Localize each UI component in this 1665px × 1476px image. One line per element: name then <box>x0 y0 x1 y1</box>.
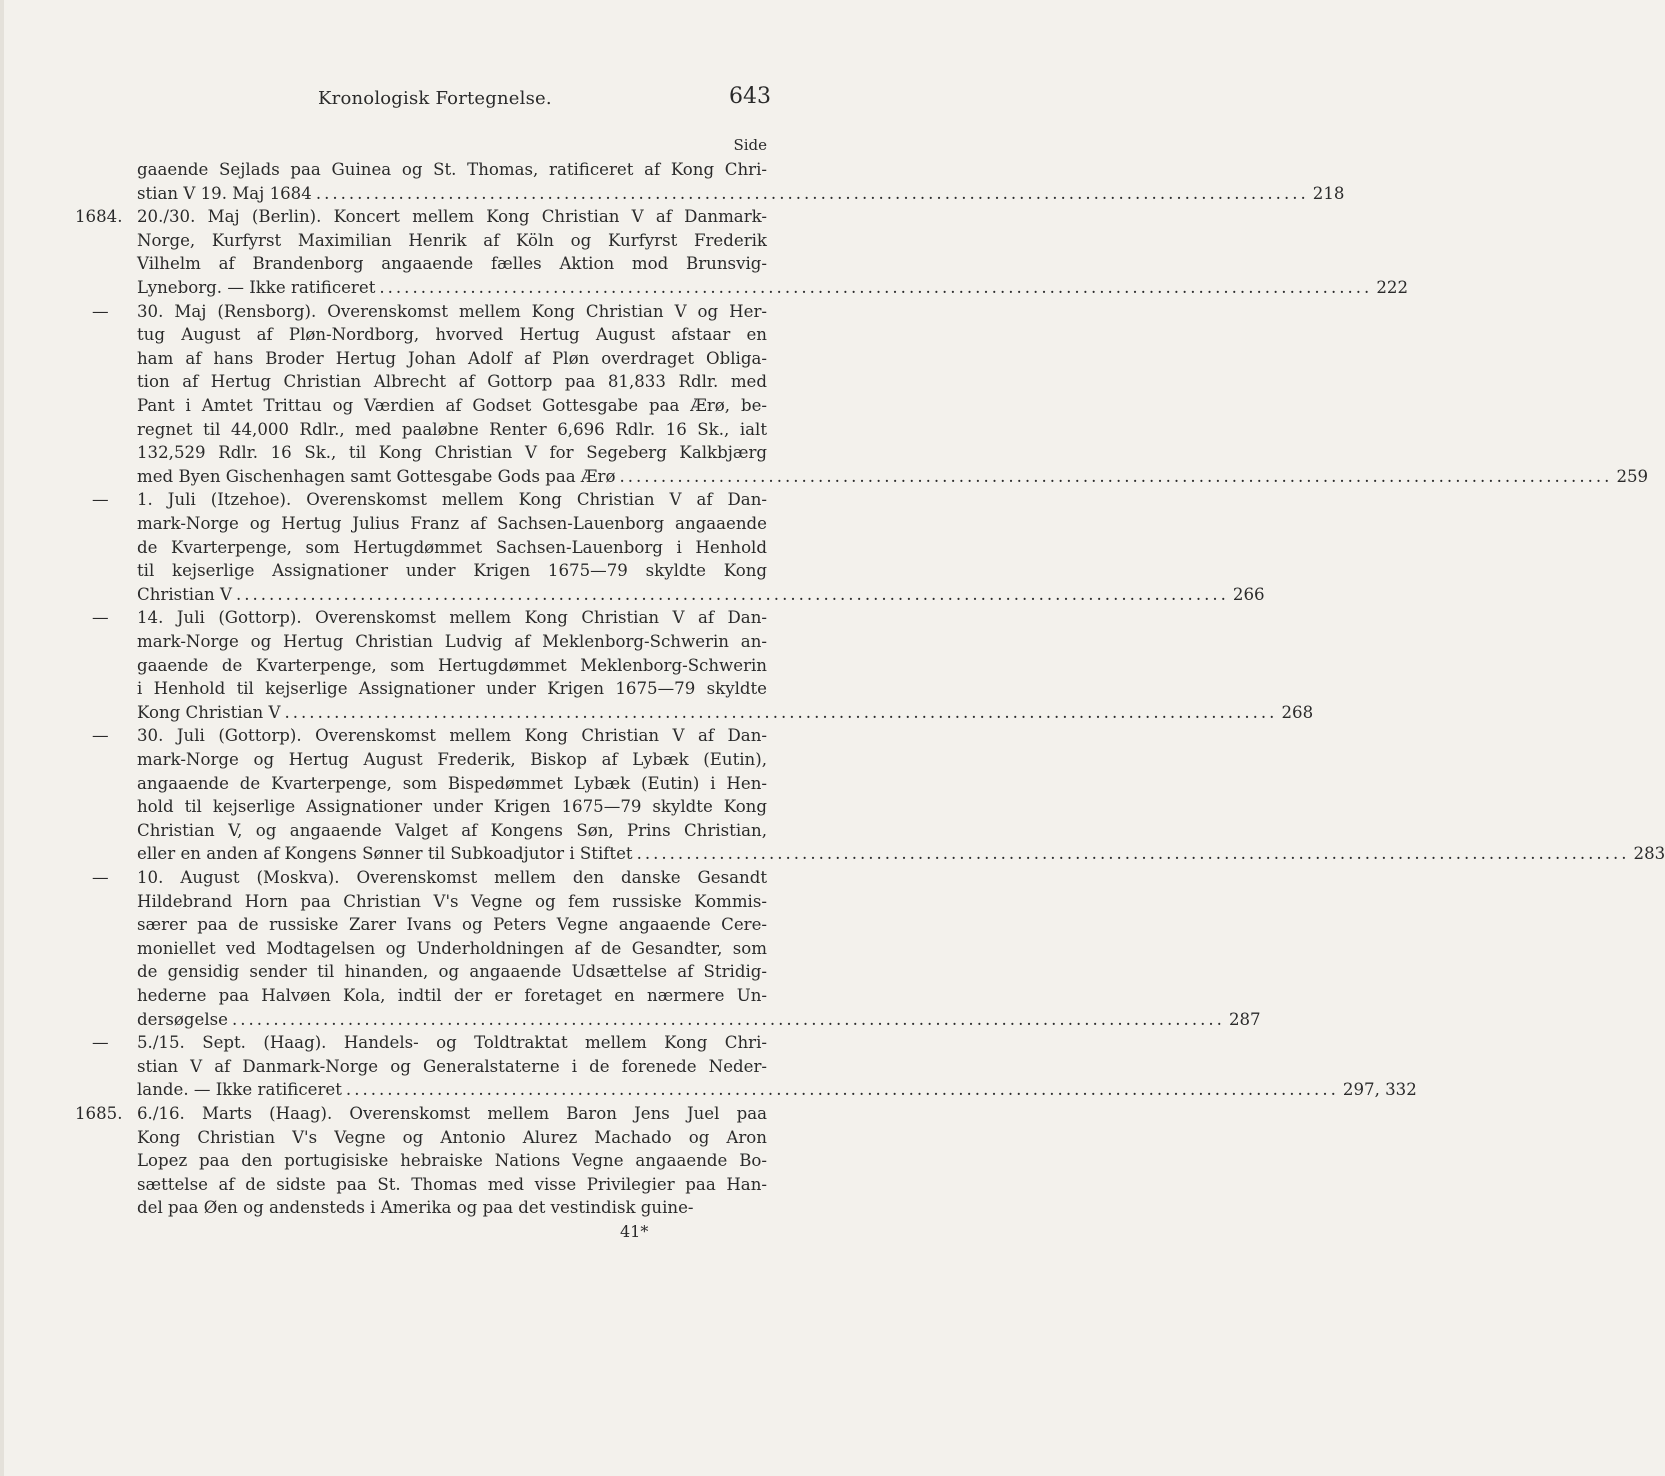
page-reference: 297, 332 <box>1342 1080 1417 1100</box>
entry-line <box>137 960 767 984</box>
entry-line-text: gaaende de Kvarterpenge, som Hertugdømmet Meklenborg-Schwerin <box>137 655 767 675</box>
entry-line-text: med Byen Gischenhagen samt Gottesgabe Gods paa Ærø <box>137 466 616 486</box>
entry-line <box>137 1126 767 1150</box>
entry-line <box>137 1078 1417 1102</box>
entry-line <box>137 300 767 324</box>
entry-line <box>137 418 767 442</box>
entry-line-text: 5./15. Sept. (Haag). Handels- og Toldtraktat mellem Kong Chri- <box>137 1033 767 1053</box>
entry-line-text: hederne paa Halvøen Kola, indtil der er foretaget en nærmere Un- <box>137 986 767 1005</box>
entry-line-text: i Henhold til kejserlige Assignationer under Krigen 1675—79 skyldte <box>137 679 767 699</box>
entry-line-text: særer paa de russiske Zarer Ivans og Peters Vegne angaaende Cere- <box>137 915 767 935</box>
entry-margin-label: — <box>92 301 109 321</box>
entry-line-text: Lyneborg. — Ikke ratificeret <box>137 278 376 297</box>
entry-line <box>137 1055 767 1079</box>
entry-line-text: Hildebrand Horn paa Christian V's Vegne og fem russiske Kommis- <box>137 891 767 911</box>
entry-line <box>137 1149 767 1173</box>
entry-line-text: stian V 19. Maj 1684 <box>137 183 312 203</box>
entry-margin-label: — <box>92 868 109 887</box>
entry-line-text: sættelse af de sidste paa St. Thomas med visse Privilegier paa Han- <box>137 1174 767 1194</box>
entry-line-text: mark-Norge og Hertug Christian Ludvig af Meklenborg-Schwerin an- <box>137 632 767 651</box>
entry-line-text: moniellet ved Modtagelsen og Underholdningen af de Gesandter, som <box>137 938 767 958</box>
entry-line-text: ham af hans Broder Hertug Johan Adolf af Pløn overdraget Obliga- <box>137 348 767 368</box>
entry-line <box>137 276 1409 300</box>
entry-line-text: Kong Christian V's Vegne og Antonio Alurez Machado og Aron <box>137 1127 767 1147</box>
page-number: 643 <box>729 84 771 109</box>
entry-line <box>137 630 767 654</box>
entry-line-text: Lopez paa den portugisiske hebraiske Nations Vegne angaaende Bo- <box>137 1151 767 1171</box>
entry-line <box>137 347 767 371</box>
entry-line-text: hold til kejserlige Assignationer under Krigen 1675—79 skyldte Kong <box>137 797 767 817</box>
entry-line-text: dersøgelse <box>137 1009 228 1029</box>
page-reference: 266 <box>1232 584 1265 604</box>
page-reference: 268 <box>1281 702 1314 722</box>
printer-signature: 41* <box>620 1222 649 1241</box>
entry-line <box>137 866 767 890</box>
entry-margin-label: — <box>92 490 109 510</box>
entry-line <box>137 913 767 937</box>
entry-line-text: 30. Juli (Gottorp). Overenskomst mellem Kong Christian V af Dan- <box>137 726 767 746</box>
entry-line-text: de gensidig sender til hinanden, og angaaende Udsættelse af Stridig- <box>137 962 767 982</box>
entry-line <box>137 890 767 914</box>
entry-line-text: lande. — Ikke ratificeret <box>137 1080 342 1100</box>
entry-line-text: mark-Norge og Hertug August Frederik, Biskop af Lybæk (Eutin), <box>137 750 767 769</box>
entry-margin-label: — <box>92 608 109 628</box>
entry-line <box>137 748 767 772</box>
entry-line-text: 132,529 Rdlr. 16 Sk., til Kong Christian V for Segeberg Kalkbjærg <box>137 443 767 463</box>
entry-line <box>137 512 767 536</box>
entry-line <box>137 252 767 276</box>
entry-line <box>137 205 767 229</box>
entry-line-text: Christian V <box>137 584 232 604</box>
entry-line <box>137 583 1265 607</box>
entry-line <box>137 984 767 1008</box>
entry-line <box>137 1102 767 1126</box>
dot-leader: ........................................................................................................................ <box>235 584 1229 604</box>
entry-line <box>137 229 767 253</box>
page-reference: 287 <box>1228 1009 1261 1029</box>
entry-line-text: tion af Hertug Christian Albrecht af Gottorp paa 81,833 Rdlr. med <box>137 372 767 392</box>
entry-line <box>137 677 767 701</box>
scan-edge <box>0 0 4 1476</box>
entry-line <box>137 1031 767 1055</box>
entry-line-text: 1. Juli (Itzehoe). Overenskomst mellem Kong Christian V af Dan- <box>137 490 767 510</box>
entry-line-text: Pant i Amtet Trittau og Værdien af Godset Gottesgabe paa Ærø, be- <box>137 396 767 415</box>
entry-margin-label: — <box>92 1033 109 1053</box>
entry-line-text: regnet til 44,000 Rdlr., med paaløbne Renter 6,696 Rdlr. 16 Sk., ialt <box>137 419 767 439</box>
entry-line <box>137 536 767 560</box>
entry-line-text: angaaende de Kvarterpenge, som Bispedømmet Lybæk (Eutin) i Hen- <box>137 773 767 793</box>
dot-leader: ........................................................................................................................ <box>379 278 1373 297</box>
dot-leader: ........................................................................................................................ <box>284 702 1278 722</box>
entry-line <box>137 724 767 748</box>
entry-line <box>137 465 1649 489</box>
dot-leader: ........................................................................................................................ <box>619 466 1613 486</box>
entry-line <box>137 606 767 630</box>
entry-line-text: Vilhelm af Brandenborg angaaende fælles Aktion mod Brunsvig- <box>137 254 767 274</box>
entry-line-text: mark-Norge og Hertug Julius Franz af Sachsen-Lauenborg angaaende <box>137 514 767 533</box>
entry-line <box>137 559 767 583</box>
dot-leader: ........................................................................................................................ <box>636 844 1630 864</box>
entry-line-text: til kejserlige Assignationer under Krigen 1675—79 skyldte Kong <box>137 561 767 581</box>
entry-line <box>137 654 767 678</box>
entry-margin-label: 1684. <box>75 207 123 227</box>
dot-leader: ........................................................................................................................ <box>315 183 1309 203</box>
page-reference: 222 <box>1376 278 1409 297</box>
entry-line <box>137 1173 767 1197</box>
entry-line <box>137 842 1665 866</box>
running-title: Kronologisk Fortegnelse. <box>318 88 552 109</box>
entry-line <box>137 441 767 465</box>
entry-line-text: gaaende Sejlads paa Guinea og St. Thomas, ratificeret af Kong Chri- <box>137 160 767 179</box>
entry-line-text: tug August af Pløn-Nordborg, hvorved Hertug August afstaar en <box>137 325 767 345</box>
entry-line <box>137 701 1314 725</box>
entry-line <box>137 323 767 347</box>
entry-line <box>137 1196 767 1220</box>
entry-line-text: del paa Øen og andensteds i Amerika og paa det vestindisk guine- <box>137 1198 694 1218</box>
entry-line-text: 20./30. Maj (Berlin). Koncert mellem Kong Christian V af Danmark- <box>137 207 767 227</box>
entry-line <box>137 772 767 796</box>
entry-line-text: Christian V, og angaaende Valget af Kongens Søn, Prins Christian, <box>137 820 767 840</box>
entry-line <box>137 795 767 819</box>
entry-line-text: 10. August (Moskva). Overenskomst mellem den danske Gesandt <box>137 868 767 887</box>
page-reference: 259 <box>1616 466 1649 486</box>
entry-line-text: eller en anden af Kongens Sønner til Subkoadjutor i Stiftet <box>137 844 633 864</box>
page-reference: 283 <box>1633 844 1665 864</box>
dot-leader: ........................................................................................................................ <box>345 1080 1339 1100</box>
entry-line <box>137 158 767 182</box>
entry-margin-label: — <box>92 726 109 746</box>
entry-line-text: de Kvarterpenge, som Hertugdømmet Sachsen-Lauenborg i Henhold <box>137 537 767 557</box>
entry-line <box>137 182 1345 206</box>
entry-line <box>137 937 767 961</box>
side-column-label: Side <box>733 136 767 154</box>
entry-line-text: 30. Maj (Rensborg). Overenskomst mellem Kong Christian V og Her- <box>137 301 767 321</box>
dot-leader: ........................................................................................................................ <box>231 1009 1225 1029</box>
entry-line-text: 14. Juli (Gottorp). Overenskomst mellem Kong Christian V af Dan- <box>137 608 767 628</box>
entry-line <box>137 394 767 418</box>
entry-line <box>137 1008 1261 1032</box>
entry-line-text: Kong Christian V <box>137 702 281 722</box>
entry-line <box>137 370 767 394</box>
entry-line-text: 6./16. Marts (Haag). Overenskomst mellem Baron Jens Juel paa <box>137 1104 767 1123</box>
entry-line <box>137 819 767 843</box>
entry-line <box>137 488 767 512</box>
entry-line-text: stian V af Danmark-Norge og Generalstaterne i de forenede Neder- <box>137 1056 767 1076</box>
page-reference: 218 <box>1312 183 1345 203</box>
entry-margin-label: 1685. <box>75 1104 123 1123</box>
entry-line-text: Norge, Kurfyrst Maximilian Henrik af Köln og Kurfyrst Frederik <box>137 230 767 250</box>
